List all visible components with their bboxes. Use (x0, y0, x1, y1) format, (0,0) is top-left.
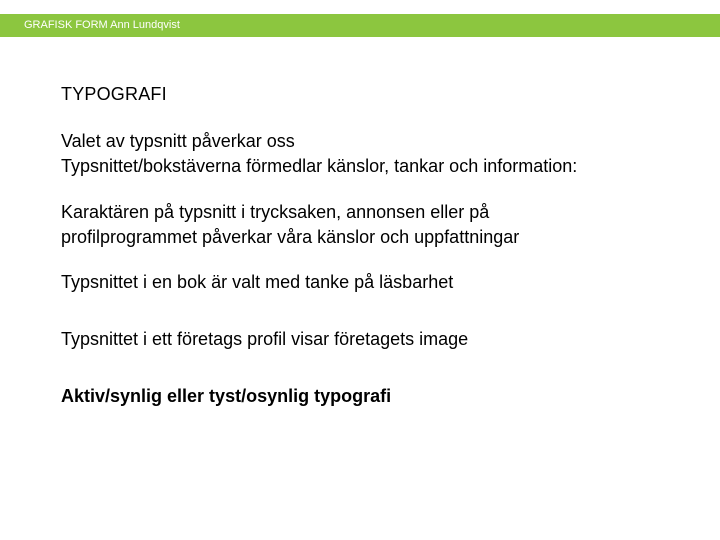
paragraph-line: Karaktären på typsnitt i trycksaken, annonsen eller på (61, 202, 490, 222)
paragraph-line: Valet av typsnitt påverkar oss (61, 131, 295, 151)
header-text: GRAFISK FORM Ann Lundqvist (24, 19, 180, 31)
paragraph-company-profile (61, 327, 701, 352)
slide-content (61, 83, 701, 409)
paragraph-book-readability (61, 270, 701, 295)
paragraph-line: Typsnittet i en bok är valt med tanke på läsbarhet (61, 272, 454, 292)
paragraph-line: profilprogrammet påverkar våra känslor och uppfattningar (61, 227, 520, 247)
paragraph-line: Typsnittet i ett företags profil visar företagets image (61, 329, 469, 349)
slide-title: TYPOGRAFI (61, 84, 167, 104)
paragraph-font-character (61, 200, 701, 250)
paragraph-line: Aktiv/synlig eller tyst/osynlig typografi (61, 386, 392, 406)
header-bar (0, 14, 720, 37)
paragraph-line: Typsnittet/bokstäverna förmedlar känslor, tankar och information: (61, 156, 578, 176)
paragraph-active-passive-typography (61, 384, 701, 409)
paragraph-font-choice (61, 129, 701, 179)
